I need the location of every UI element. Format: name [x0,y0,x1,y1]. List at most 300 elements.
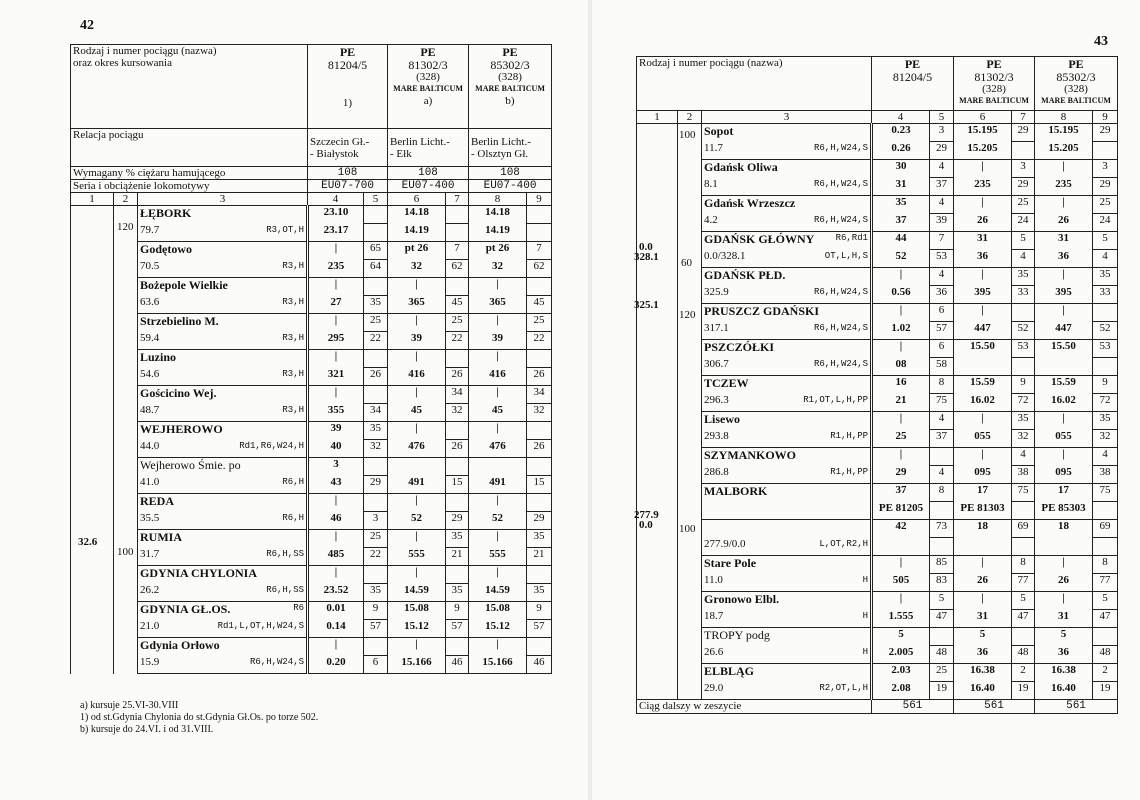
cell-col7: 26 [446,440,469,458]
station-name [702,124,872,142]
cell-col4: 42 [872,520,930,538]
cell-col5: 25 [364,530,388,548]
col1-cell [71,368,114,386]
station-row [637,196,1118,214]
cell-col7: 35 [1012,412,1035,430]
col2-cell [114,386,138,404]
station-name-text: SZYMANKOWO [704,448,797,462]
station-km [702,574,872,592]
page-number-right: 43 [1094,34,1108,49]
cell-col7: 29 [1012,178,1035,196]
cell-col4: 0.01 [308,602,364,620]
cell-col4: 3 [308,458,364,476]
cell-col7: 2 [1012,664,1035,682]
cell-col4: | [308,278,364,296]
cell-col8 [1035,358,1093,376]
cell-col9: 9 [1093,376,1118,394]
station-km [702,358,872,376]
cell-col5: 65 [364,242,388,260]
station-name [138,458,308,476]
cell-col8: 555 [469,548,527,566]
cell-col4: 485 [308,548,364,566]
train-header-right-3: PE 85302/3 (328) MARE BALTICUM [1035,57,1118,111]
cell-col9 [527,206,552,224]
column-numbers: 1 2 3 4 5 6 7 8 9 [71,193,552,206]
col2-cell [114,314,138,332]
station-name-text: Gdańsk Oliwa [704,160,778,174]
cell-col7: 15 [446,476,469,494]
cell-col8: 39 [469,332,527,350]
station-row-km [637,250,1118,268]
cell-col7: 29 [1012,124,1035,142]
station-km [138,512,308,530]
col2-cell [678,592,702,610]
station-km-text: 293.8 [704,429,729,442]
km-marker-4: 277.9 [634,509,659,521]
station-name [138,602,308,620]
timetable-right [636,56,1118,714]
cell-col5 [930,538,954,556]
col1-cell [637,178,678,196]
cell-col4: 08 [872,358,930,376]
cell-col6: | [954,448,1012,466]
station-codes: Rd1,R6,W24,H [239,440,305,451]
col2-cell [678,322,702,340]
station-row [71,566,552,584]
cell-col8: | [1035,556,1093,574]
cell-col4: 235 [308,260,364,278]
cell-col5: 3 [930,124,954,142]
cell-col7: 5 [1012,592,1035,610]
col1-cell [637,646,678,664]
cell-col6: 15.205 [954,142,1012,160]
cell-col4: 0.26 [872,142,930,160]
cell-col9: 57 [527,620,552,638]
cell-col9: 35 [527,584,552,602]
cell-col6: | [954,592,1012,610]
cell-col8: 15.50 [1035,340,1093,358]
station-codes: R1,OT,L,H,PP [803,394,869,405]
station-codes: R6,H [282,512,305,523]
col1-cell [637,394,678,412]
cell-col6: | [388,314,446,332]
station-row-km [637,646,1118,664]
station-row [637,520,1118,538]
cell-col8: 15.166 [469,656,527,674]
cell-col8 [469,458,527,476]
col1-cell [637,664,678,682]
cell-col4: 37 [872,214,930,232]
cell-col4: | [872,592,930,610]
cell-col5 [930,448,954,466]
station-row [71,386,552,404]
cell-col5: 57 [364,620,388,638]
cell-col6: 476 [388,440,446,458]
cell-col4: 23.10 [308,206,364,224]
cell-col8: 15.12 [469,620,527,638]
cell-col5: 29 [364,476,388,494]
cell-col9: 53 [1093,340,1118,358]
cell-col5: 53 [930,250,954,268]
station-km-text: 63.6 [140,295,160,308]
station-name-text: WEJHEROWO [140,422,223,436]
cell-col7: 53 [1012,340,1035,358]
col2-cell [114,332,138,350]
station-row [71,638,552,656]
station-km [702,142,872,160]
station-km [702,682,872,700]
cell-col9: 4 [1093,448,1118,466]
cell-col8: | [469,494,527,512]
cell-col4: 37 [872,484,930,502]
col2-cell [114,620,138,638]
cell-col5: 47 [930,610,954,628]
col1-cell [71,566,114,584]
relation-3: Berlin Licht.- - Olsztyn Gł. [469,129,552,167]
cell-col9: 33 [1093,286,1118,304]
cell-col7: 45 [446,296,469,314]
col1-cell [637,628,678,646]
cell-col9 [1093,538,1118,556]
col2-cell [678,376,702,394]
cell-col6: 15.59 [954,376,1012,394]
cell-col8: 095 [1035,466,1093,484]
col2-cell [114,638,138,656]
cell-col4: 1.02 [872,322,930,340]
cell-col4: 321 [308,368,364,386]
station-row [637,628,1118,646]
col2-value-2: 100 [117,546,134,558]
cell-col5 [364,350,388,368]
station-codes: OT,L,H,S [824,250,869,261]
col2-cell [678,556,702,574]
station-codes: R3,H [282,404,305,415]
cell-col5: 25 [930,664,954,682]
cell-col5: 9 [364,602,388,620]
cell-col6: 5 [954,628,1012,646]
cell-col7: 48 [1012,646,1035,664]
cell-col7: 38 [1012,466,1035,484]
col1-cell [71,584,114,602]
station-km [138,440,308,458]
col2-cell [114,350,138,368]
col2-cell [678,178,702,196]
cell-col6 [954,538,1012,556]
cell-col9 [527,224,552,242]
station-km-text: 26.6 [704,645,724,658]
cell-col4: 355 [308,404,364,422]
station-name-text: Sopot [704,124,734,138]
col1-cell [637,160,678,178]
cell-col9 [1093,304,1118,322]
cell-col6: | [954,160,1012,178]
station-name [138,278,308,296]
cell-col8: 055 [1035,430,1093,448]
station-codes: R6,H,W24,S [814,358,869,369]
col2-cell [114,368,138,386]
cell-col9: 7 [527,242,552,260]
loco-label: Seria i obciążenie lokomotywy [71,180,308,193]
col1-cell [71,260,114,278]
cell-col7: 35 [1012,268,1035,286]
col1-cell [71,638,114,656]
col2-right-4: 100 [679,523,696,535]
station-name-text: Strzebielino M. [140,314,219,328]
station-km-text: 11.0 [704,573,723,586]
cell-col7: 7 [446,242,469,260]
cell-col6: 15.12 [388,620,446,638]
station-name [702,160,872,178]
station-row-km [637,358,1118,376]
station-codes-top: R6 [293,603,305,613]
station-name-text: ELBLĄG [704,664,755,678]
col2-right-2: 60 [681,257,692,269]
station-row [637,484,1118,502]
col2-cell [114,296,138,314]
station-row-km [637,574,1118,592]
cell-col6: 36 [954,646,1012,664]
cell-col5: 6 [364,656,388,674]
cell-col4: | [872,340,930,358]
station-km [702,466,872,484]
cell-col6: | [388,638,446,656]
cell-col6: 31 [954,232,1012,250]
station-name-text: Luzino [140,350,177,364]
cell-col5 [364,206,388,224]
cell-col6: 365 [388,296,446,314]
cell-col6: | [388,422,446,440]
col2-cell [678,466,702,484]
cell-col5: 37 [930,430,954,448]
col2-cell [678,214,702,232]
station-row-km [637,178,1118,196]
cell-col4: | [308,386,364,404]
station-km-text: 29.0 [704,681,724,694]
cell-col7: 26 [446,368,469,386]
cell-col4: 2.03 [872,664,930,682]
cell-col7 [1012,358,1035,376]
cell-col4: | [308,350,364,368]
cell-col5 [364,638,388,656]
column-numbers-right: 1 2 3 4 5 6 7 8 9 [637,111,1118,124]
station-row [71,422,552,440]
cell-col6 [388,458,446,476]
cell-col4: 2.005 [872,646,930,664]
station-km [702,430,872,448]
brake-2: 108 [388,167,469,180]
station-row [637,232,1118,250]
col2-cell [114,602,138,620]
station-codes: R6,H,SS [266,584,305,595]
cell-col9: 35 [1093,268,1118,286]
col2-cell [114,242,138,260]
col2-cell [678,484,702,502]
station-km [138,620,308,638]
cell-col9 [527,494,552,512]
station-km-text: 44.0 [140,439,160,452]
station-row [637,412,1118,430]
cell-col8: 36 [1035,646,1093,664]
station-row [71,206,552,224]
cell-col7 [1012,304,1035,322]
col2-value-1: 120 [117,221,134,233]
col2-cell [114,260,138,278]
cell-col7 [446,422,469,440]
cell-col4: 505 [872,574,930,592]
station-codes: R6,H,W24,S [814,286,869,297]
station-km [702,178,872,196]
col2-cell [114,458,138,476]
station-name-text: Lisewo [704,412,740,426]
cell-col9 [1093,142,1118,160]
station-row [71,458,552,476]
station-codes: R3,H [282,260,305,271]
station-row-km [637,430,1118,448]
station-km [138,368,308,386]
station-name-text: GDYNIA GŁ.OS. [140,602,231,616]
loco-3: EU07-400 [469,180,552,193]
cell-col7: 77 [1012,574,1035,592]
cell-col5: 4 [930,466,954,484]
cell-col5: 48 [930,646,954,664]
col2-cell [678,286,702,304]
station-name [702,376,872,394]
cell-col8: 14.18 [469,206,527,224]
cell-col8: 15.08 [469,602,527,620]
station-row-km [71,548,552,566]
station-name-text: Gdynia Orłowo [140,638,220,652]
cell-col7: 32 [446,404,469,422]
station-name-text: ŁĘBORK [140,206,192,220]
cell-col5: 83 [930,574,954,592]
continuation-1: 561 [872,700,954,714]
station-row [637,376,1118,394]
col2-cell [114,278,138,296]
cell-col8: 447 [1035,322,1093,340]
col2-cell [678,610,702,628]
station-name [138,638,308,656]
cell-col6: pt 26 [388,242,446,260]
cell-col9: 9 [527,602,552,620]
col2-cell [678,574,702,592]
cell-col9: 69 [1093,520,1118,538]
station-name [138,422,308,440]
cell-col4: | [308,566,364,584]
col2-cell [678,628,702,646]
col1-cell [71,314,114,332]
col1-cell [71,494,114,512]
station-name-text: PSZCZÓŁKI [704,340,775,354]
col2-cell [678,682,702,700]
station-km-text: 35.5 [140,511,160,524]
station-row-km [71,404,552,422]
cell-col8: | [469,638,527,656]
cell-col5: 8 [930,376,954,394]
station-name-text: Godętowo [140,242,192,256]
station-name [138,314,308,332]
cell-col7: 47 [1012,610,1035,628]
cell-col4: 25 [872,430,930,448]
station-name-text: GDAŃSK PŁD. [704,268,786,282]
station-codes: H [862,574,869,585]
station-name [138,494,308,512]
cell-col6: PE 81303 [954,502,1012,520]
cell-col9 [527,350,552,368]
cell-col8: | [469,422,527,440]
cell-col9: 26 [527,368,552,386]
cell-col9: 19 [1093,682,1118,700]
continuation-3: 561 [1035,700,1118,714]
cell-col8: | [1035,304,1093,322]
station-name-text: REDA [140,494,175,508]
cell-col4 [872,538,930,556]
station-name-text: Stare Pole [704,556,757,570]
col2-cell [114,494,138,512]
station-km-text: 48.7 [140,403,160,416]
cell-col9: 2 [1093,664,1118,682]
cell-col8: | [1035,448,1093,466]
cell-col4: | [872,268,930,286]
station-row [71,602,552,620]
col2-cell [114,566,138,584]
cell-col5 [364,458,388,476]
station-row-km [637,142,1118,160]
col2-cell [678,664,702,682]
cell-col9: 48 [1093,646,1118,664]
cell-col5: 57 [930,322,954,340]
cell-col9: 46 [527,656,552,674]
station-row [637,124,1118,142]
col2-cell [678,394,702,412]
col1-cell [637,340,678,358]
cell-col9: 5 [1093,592,1118,610]
station-row-km [637,322,1118,340]
cell-col7: 8 [1012,556,1035,574]
station-name-text: Gronowo Elbl. [704,592,780,606]
cell-col5: 35 [364,296,388,314]
cell-col5: 34 [364,404,388,422]
station-km-text: 4.2 [704,213,718,226]
cell-col6: 15.50 [954,340,1012,358]
station-row-km [71,656,552,674]
station-km-text: 277.9/0.0 [704,537,746,550]
cell-col6: 39 [388,332,446,350]
cell-col7 [446,224,469,242]
col2-cell [114,584,138,602]
col1-cell [637,466,678,484]
col2-cell [114,530,138,548]
cell-col8: | [469,386,527,404]
cell-col8: | [1035,268,1093,286]
cell-col5: 22 [364,548,388,566]
cell-col6: | [954,304,1012,322]
station-km-text: 11.7 [704,141,723,154]
station-name-text: Gdańsk Wrzeszcz [704,196,796,210]
station-name [702,484,872,502]
cell-col9: 35 [1093,412,1118,430]
cell-col5: 26 [364,368,388,386]
cell-col8: 5 [1035,628,1093,646]
col2-cell [114,422,138,440]
cell-col4: 1.555 [872,610,930,628]
station-km-text: 31.7 [140,547,160,560]
station-km-text: 79.7 [140,223,160,236]
station-codes: R6,H,W24,S [814,214,869,225]
cell-col6: 235 [954,178,1012,196]
col1-cell [71,404,114,422]
station-km [138,332,308,350]
cell-col7: 19 [1012,682,1035,700]
